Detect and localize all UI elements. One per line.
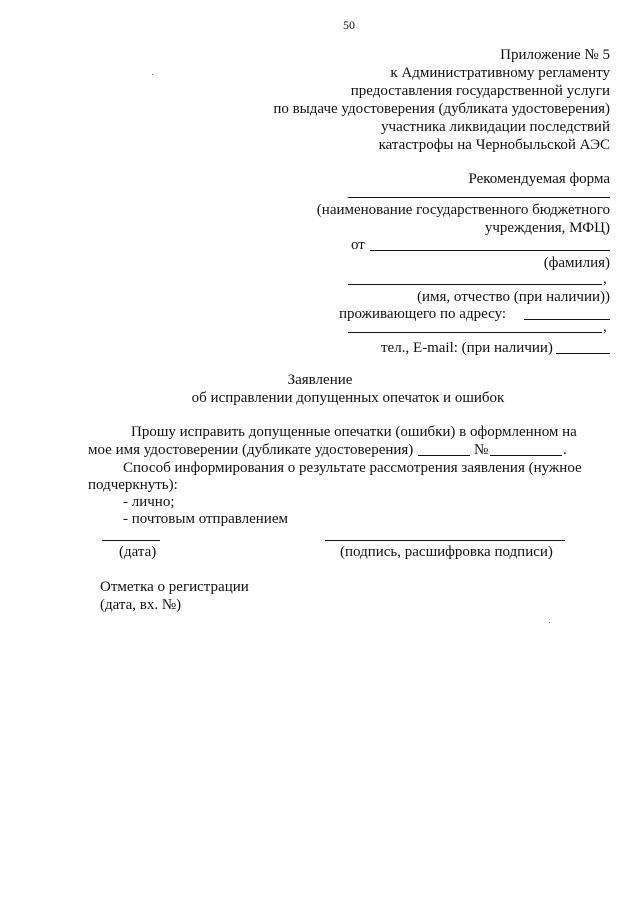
- number-sign: №: [474, 442, 489, 458]
- notification-method-line-2: подчеркнуть):: [88, 477, 178, 493]
- certificate-date-field: [418, 455, 470, 456]
- appendix-line-6: катастрофы на Чернобыльской АЭС: [378, 137, 610, 153]
- name-field-comma: ,: [603, 271, 607, 287]
- from-label: от: [351, 237, 365, 253]
- address-field-2: [348, 332, 602, 333]
- date-field: [102, 540, 160, 541]
- name-caption: (имя, отчество (при наличии)): [416, 289, 610, 305]
- contacts-field: [556, 353, 610, 354]
- institution-caption-1: (наименование государственного бюджетного: [316, 202, 610, 218]
- statement-subtitle: об исправлении допущенных опечаток и ошибок: [191, 390, 505, 406]
- signature-caption: (подпись, расшифровка подписи): [340, 544, 553, 560]
- institution-caption-2: учреждения, МФЦ): [484, 220, 610, 236]
- option-in-person: - лично;: [123, 494, 175, 510]
- contacts-label: тел., E-mail: (при наличии): [381, 340, 553, 356]
- notification-method-line-1: Способ информирования о результате рассмотрения заявления (нужное: [123, 460, 582, 476]
- date-caption: (дата): [119, 544, 157, 560]
- name-field: [348, 284, 602, 285]
- scan-speck: [549, 622, 550, 623]
- appendix-line-4: по выдаче удостоверения (дубликата удостоверения): [273, 101, 610, 117]
- certificate-number-field: [490, 455, 562, 456]
- surname-caption: (фамилия): [543, 255, 610, 271]
- registration-mark-caption: (дата, вх. №): [100, 597, 182, 613]
- signature-field: [325, 540, 565, 541]
- from-field: [370, 250, 610, 251]
- option-by-post: - почтовым отправлением: [123, 511, 288, 527]
- appendix-title: Приложение № 5: [500, 47, 610, 63]
- page-number: 50: [343, 18, 355, 32]
- request-text-line-1: Прошу исправить допущенные опечатки (ошибки) в оформленном на: [131, 424, 577, 440]
- address-label: проживающего по адресу:: [339, 306, 507, 322]
- request-text-line-2: мое имя удостоверении (дубликате удостоверения): [88, 442, 414, 458]
- appendix-line-3: предоставления государственной услуги: [350, 83, 610, 99]
- appendix-line-2: к Административному регламенту: [390, 65, 610, 81]
- recommended-form-label: Рекомендуемая форма: [468, 171, 610, 187]
- appendix-line-5: участника ликвидации последствий: [381, 119, 610, 135]
- statement-title: Заявление: [287, 372, 353, 388]
- address-field-1: [524, 319, 610, 320]
- institution-name-field: [348, 197, 610, 198]
- scan-speck: [152, 74, 153, 75]
- request-period: .: [563, 442, 567, 458]
- address-field-comma: ,: [603, 319, 607, 335]
- registration-mark-label: Отметка о регистрации: [100, 579, 249, 595]
